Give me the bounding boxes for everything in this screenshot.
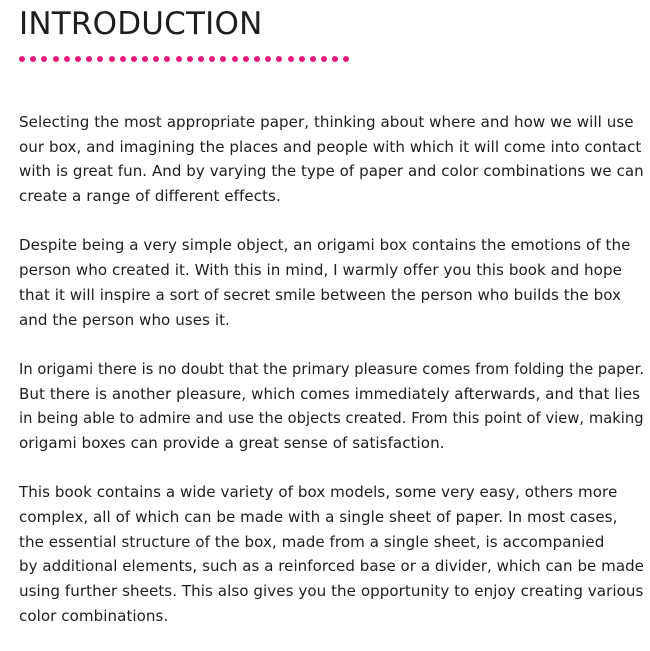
- text-line: and the person who uses it.: [19, 310, 230, 329]
- divider-dot: [41, 56, 47, 62]
- divider-dot: [86, 56, 92, 62]
- text-line: the essential structure of the box, made from a single sheet, is accompanied: [19, 532, 605, 551]
- divider-dot: [288, 56, 294, 62]
- page-title: INTRODUCTION: [19, 6, 263, 42]
- divider-dot: [209, 56, 215, 62]
- divider-dot: [220, 56, 226, 62]
- divider-dot: [265, 56, 271, 62]
- divider-dot: [19, 56, 25, 62]
- divider-dot: [321, 56, 327, 62]
- text-line: complex, all of which can be made with a single sheet of paper. In most cases,: [19, 507, 618, 526]
- text-line: Selecting the most appropriate paper, thinking about where and how we will use: [19, 113, 634, 131]
- text-line: In origami there is no doubt that the primary pleasure comes from folding the paper.: [19, 359, 645, 378]
- divider-dot: [299, 56, 305, 62]
- dotted-divider: [19, 56, 644, 62]
- paragraph-3: [19, 357, 644, 456]
- document-page: [19, 0, 644, 628]
- text-line: using further sheets. This also gives you the opportunity to enjoy creating various: [19, 582, 644, 601]
- text-line: that it will inspire a sort of secret smile between the person who builds the box: [19, 285, 622, 304]
- divider-dot: [310, 56, 316, 62]
- paragraph-4: [19, 480, 644, 628]
- text-line: origami boxes can provide a great sense of satisfaction.: [19, 433, 445, 452]
- text-line: But there is another pleasure, which comes immediately afterwards, and that lies: [19, 384, 640, 403]
- divider-dot: [53, 56, 59, 62]
- paragraph-2: [19, 233, 644, 332]
- divider-dot: [109, 56, 115, 62]
- text-line: person who created it. With this in mind, I warmly offer you this book and hope: [19, 261, 622, 280]
- divider-dot: [276, 56, 282, 62]
- divider-dot: [332, 56, 338, 62]
- text-line: in being able to admire and use the objects created. From this point of view, making: [19, 409, 644, 428]
- divider-dot: [153, 56, 159, 62]
- text-line: by additional elements, such as a reinforced base or a divider, which can be made: [19, 557, 644, 576]
- divider-dot: [131, 56, 137, 62]
- divider-dot: [142, 56, 148, 62]
- divider-dot: [176, 56, 182, 62]
- divider-dot: [164, 56, 170, 62]
- divider-dot: [30, 56, 36, 62]
- text-line: color combinations.: [19, 606, 169, 625]
- text-line: create a range of different effects.: [19, 187, 281, 206]
- text-line: Despite being a very simple object, an origami box contains the emotions of the: [19, 236, 631, 255]
- divider-dot: [232, 56, 238, 62]
- text-line: with is great fun. And by varying the type of paper and color combinations we can: [19, 162, 644, 181]
- divider-dot: [343, 56, 349, 62]
- text-line: This book contains a wide variety of box models, some very easy, others more: [19, 483, 618, 502]
- divider-dot: [187, 56, 193, 62]
- paragraph-1: [19, 110, 644, 209]
- divider-dot: [64, 56, 70, 62]
- text-line: our box, and imagining the places and people with which it will come into contact: [19, 137, 642, 156]
- divider-dot: [198, 56, 204, 62]
- divider-dot: [120, 56, 126, 62]
- divider-dot: [243, 56, 249, 62]
- divider-dot: [254, 56, 260, 62]
- divider-dot: [75, 56, 81, 62]
- body-text: [19, 110, 644, 628]
- divider-dot: [97, 56, 103, 62]
